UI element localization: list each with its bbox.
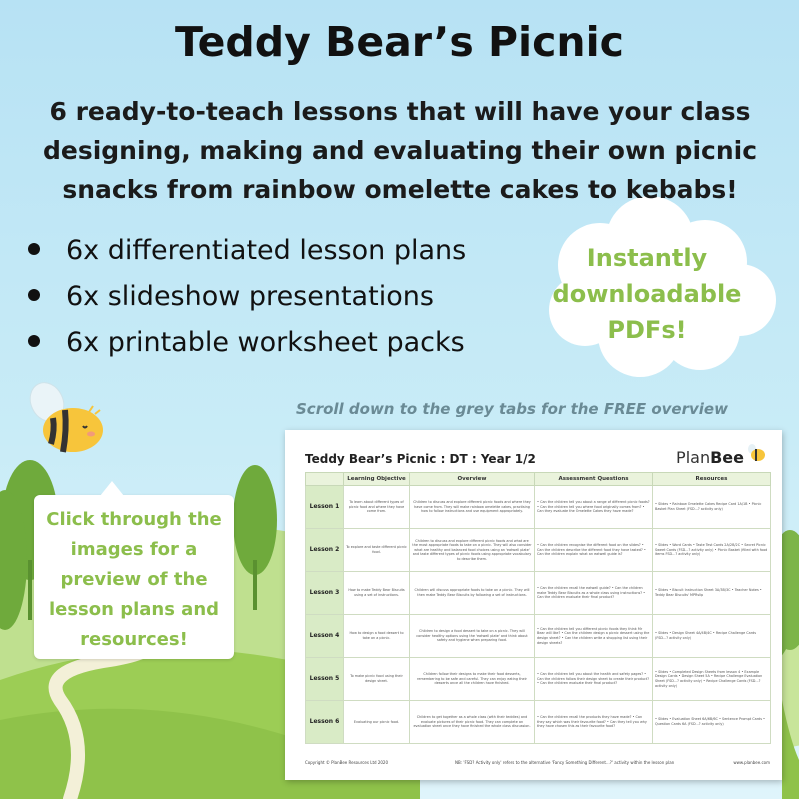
resources-cell: • Slides • Design Sheet 4A/4B/4C • Recipe Challenge Cards (FSD...? activity only) bbox=[653, 615, 771, 658]
lessons-table bbox=[305, 472, 771, 744]
overview-cell: Children to get together as a whole class (with their teddies) and evaluate pictures of their picnic food. They can complete an evaluation sheet once they have finished the whole class discussion. bbox=[410, 701, 535, 744]
table-row bbox=[306, 486, 771, 529]
page-subtitle: 6 ready-to-teach lessons that will have your class designing, making and evaluating their own picnic snacks from rainbow omelette cakes to kebabs! bbox=[42, 97, 758, 204]
lesson-label: Lesson 1 bbox=[306, 486, 344, 529]
table-header-row bbox=[306, 473, 771, 486]
overview-cell: Children will discuss appropriate foods to take on a picnic. They will then make Teddy Bear Biscuits by following a set of instructions. bbox=[410, 572, 535, 615]
assessment-cell: • Can the children tell you about the health and safety pages? • Can the children follow their design sheet to create their product? • Can the children evaluate their final product? bbox=[535, 658, 653, 701]
brand-bee-icon bbox=[746, 444, 766, 462]
download-badge: Instantly downloadable PDFs! bbox=[552, 244, 742, 344]
feature-list bbox=[28, 228, 466, 366]
lesson-plan-preview[interactable] bbox=[285, 430, 782, 780]
column-header bbox=[306, 473, 344, 486]
objective-cell: To make picnic food using their design sheet. bbox=[344, 658, 410, 701]
lesson-label: Lesson 4 bbox=[306, 615, 344, 658]
overview-cell: Children follow their designs to make their food desserts, remembering to be safe and careful. They can enjoy eating their desserts once all the children have finished. bbox=[410, 658, 535, 701]
brand-logo: PlanBee bbox=[676, 448, 744, 467]
column-header: Assessment Questions bbox=[535, 473, 653, 486]
assessment-cell: • Can the children recognise the different food on the slides? • Can the children describe the different food they have tasted? • Can the children explain what an eatwell guide is? bbox=[535, 529, 653, 572]
lesson-label: Lesson 5 bbox=[306, 658, 344, 701]
objective-cell: To explore and taste different picnic food. bbox=[344, 529, 410, 572]
objective-cell: To learn about different types of picnic food and where they have come from. bbox=[344, 486, 410, 529]
objective-cell: How to make Teddy Bear Biscuits using a set of instructions. bbox=[344, 572, 410, 615]
resources-cell: • Slides • Word Cards • Taste Test Cards 2A/2B/2C • Secret Picnic Sweet Cards (FSD...? activity only) • Picnic Basket (filled with food items FSD...? activity only) bbox=[653, 529, 771, 572]
resources-cell: • Slides • Biscuit Instruction Sheet 3A/3B/3C • Teacher Notes • Teddy Bear Biscuits' MPRslip bbox=[653, 572, 771, 615]
table-row bbox=[306, 658, 771, 701]
objective-cell: Evaluating our picnic food. bbox=[344, 701, 410, 744]
lesson-label: Lesson 2 bbox=[306, 529, 344, 572]
objective-cell: How to design a food dessert to take on a picnic. bbox=[344, 615, 410, 658]
table-row bbox=[306, 701, 771, 744]
feature-item: 6x slideshow presentations bbox=[28, 274, 466, 320]
assessment-cell: • Can the children tell you different picnic foods they think Mr Bear will like? • Can the children design a picnic dessert using the design sheet? • Can the children write a shopping list using their design sheets? bbox=[535, 615, 653, 658]
scroll-hint: Scroll down to the grey tabs for the FREE overview bbox=[296, 400, 728, 418]
overview-cell: Children to discuss and explore different picnic foods and where they have come from. They will make rainbow omelette cakes, practising how to follow instructions and use equipment appropriately. bbox=[410, 486, 535, 529]
table-row bbox=[306, 529, 771, 572]
assessment-cell: • Can the children tell you about a range of different picnic foods? • Can the children tell you where food originally comes from? • Can they evaluate the Omelette Cakes they have made? bbox=[535, 486, 653, 529]
bullet-icon bbox=[28, 335, 40, 347]
website-link[interactable]: www.planbee.com bbox=[733, 760, 770, 765]
overview-cell: Children to design a food dessert to take on a picnic. They will consider healthy options using the 'eatwell plate' and think about safety and hygiene when preparing food. bbox=[410, 615, 535, 658]
table-row bbox=[306, 572, 771, 615]
column-header: Learning Objective bbox=[344, 473, 410, 486]
lesson-label: Lesson 3 bbox=[306, 572, 344, 615]
resources-cell: • Slides • Completed Design Sheets from lesson 4 • Example Design Cards • Design Sheet 5A • Recipe Challenge Evaluation Sheet (FSD...? activity only) • Recipe Challenge Cards (FSD...? activity only) bbox=[653, 658, 771, 701]
lesson-label: Lesson 6 bbox=[306, 701, 344, 744]
copyright-text: Copyright © PlanBee Resources Ltd 2020 bbox=[305, 760, 389, 765]
page-title: Teddy Bear’s Picnic bbox=[175, 18, 624, 66]
bullet-icon bbox=[28, 289, 40, 301]
resources-cell: • Slides • Rainbow Omelette Cakes Recipe Card 1A/1B • Picnic Basket Plan Sheet (FSD...? activity only) bbox=[653, 486, 771, 529]
table-row bbox=[306, 615, 771, 658]
bee-icon bbox=[25, 380, 105, 455]
overview-cell: Children to discuss and explore different picnic foods and what are the most appropriate foods to take on a picnic. They will also consider what are healthy and balanced food choices using an 'eatwell plate' and taste different types of picnic foods using appropriate vocabulary to describe them. bbox=[410, 529, 535, 572]
column-header: Overview bbox=[410, 473, 535, 486]
bullet-icon bbox=[28, 243, 40, 255]
column-header: Resources bbox=[653, 473, 771, 486]
assessment-cell: • Can the children recall the eatwell guide? • Can the children make Teddy Bear Biscuits as a whole class using instructions? • Can the children evaluate their final product? bbox=[535, 572, 653, 615]
preview-title: Teddy Bear’s Picnic : DT : Year 1/2 bbox=[305, 452, 536, 466]
preview-callout: Click through the images for a preview of the lesson plans and resources! bbox=[34, 495, 234, 659]
resources-cell: • Slides • Evaluation Sheet 6A/6B/6C • Sentence Prompt Cards • Question Cards 6A (FSD...? activity only) bbox=[653, 701, 771, 744]
feature-item: 6x differentiated lesson plans bbox=[28, 228, 466, 274]
assessment-cell: • Can the children recall the products they have made? • Can they say which was their favourite food? • Can they tell you why they have chosen this as their favourite food? bbox=[535, 701, 653, 744]
footnote-text: NB: 'FSD? Activity only' refers to the alternative 'Fancy Something Different...?' activity within the lesson plan bbox=[455, 760, 675, 765]
feature-item: 6x printable worksheet packs bbox=[28, 320, 466, 366]
